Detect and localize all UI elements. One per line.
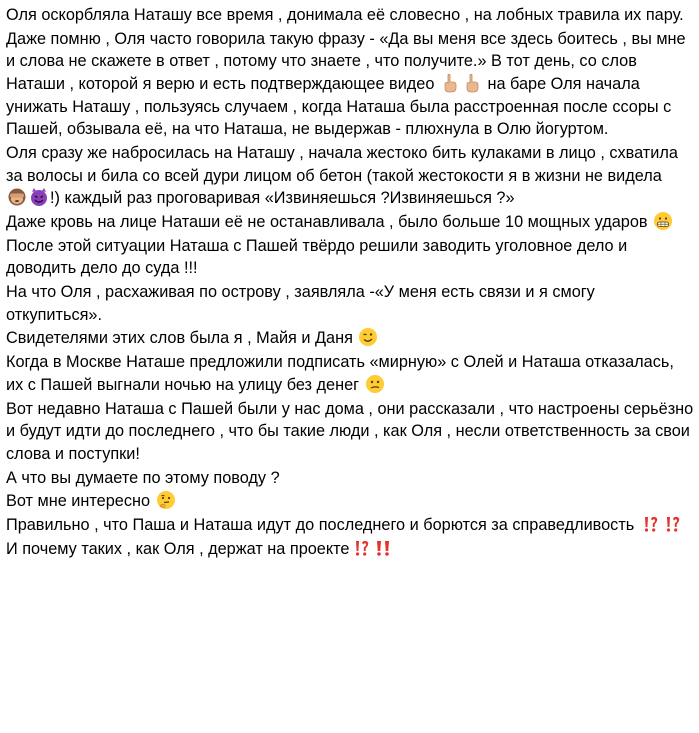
paragraph <box>6 490 694 513</box>
paragraph <box>6 538 694 561</box>
paragraph-text: Вот недавно Наташа с Пашей были у нас дома , они рассказали , что настроены серьёзно и будут идти до последнего , что бы такие люди , как Оля , несли ответственность за свои слова и поступки! <box>6 399 694 463</box>
paragraph-text: На что Оля , расхаживая по острову , заявляла -«У меня есть связи и я смогу откупиться». <box>6 283 595 324</box>
paragraph <box>6 514 694 537</box>
interrobang-icon <box>351 538 371 558</box>
paragraph-text: Когда в Москве Наташе предложили подписать «мирную» с Олей и Наташа отказалась, их с Пашей выгнали ночью на улицу без денег <box>6 353 674 394</box>
paragraph <box>6 327 694 350</box>
paragraph <box>6 398 694 466</box>
paragraph-text: А что вы думаете по этому поводу ? <box>6 468 280 487</box>
post-text <box>6 4 694 562</box>
paragraph-text: на баре Оля начала унижать Наташу , пользуясь случаем , когда Наташа была расстроенная после ссоры с Пашей, обзывала её, на что Наташа, не выдержав - плюхнула в Олю йогуртом. <box>6 74 672 139</box>
paragraph-text: Свидетелями этих слов была я , Майя и Даня <box>6 329 358 348</box>
paragraph-text: !) каждый раз проговаривая «Извиняешься ?Извиняешься ?» <box>50 189 515 208</box>
paragraph-text: Даже кровь на лице Наташи её не останавливала , было больше 10 мощных ударов <box>6 212 653 231</box>
paragraph-text: Вот мне интересно <box>6 492 155 511</box>
confused-face-icon <box>365 374 385 394</box>
winking-face-icon <box>358 327 378 347</box>
paragraph-text: Даже помню , Оля часто говорила такую фразу - «Да вы меня все здесь боитесь , вы мне и слова не скажете в ответ , потому что знаете , что получите.» В тот день, со слов Наташи , которой я верю и есть подтверждающее видео <box>6 29 686 93</box>
paragraph <box>6 351 694 396</box>
double-exclamation-icon <box>373 538 393 558</box>
paragraph <box>6 211 694 234</box>
paragraph <box>6 281 694 326</box>
thinking-face-icon <box>156 490 176 510</box>
paragraph <box>6 4 694 27</box>
paragraph-text: Оля оскорбляла Наташу все время , донимала её словесно , на лобных травила их пару. <box>6 6 684 24</box>
finger-up-icon <box>440 73 460 93</box>
finger-up-icon <box>462 73 482 93</box>
see-no-evil-monkey-icon <box>7 187 27 207</box>
grimacing-face-icon <box>653 211 673 231</box>
paragraph <box>6 235 694 280</box>
paragraph-text: Оля сразу же набросилась на Наташу , начала жестоко бить кулаками в лицо , схватила за волосы и била со всей дури лицом об бетон (такой жестокости я в жизни не видела <box>6 143 678 185</box>
paragraph <box>6 467 694 490</box>
paragraph-text: И почему таких , как Оля , держат на проекте <box>6 539 350 558</box>
smiling-devil-icon <box>29 187 49 207</box>
interrobang-icon <box>640 514 660 534</box>
paragraph <box>6 142 694 210</box>
paragraph <box>6 28 694 141</box>
paragraph-text: Правильно , что Паша и Наташа идут до последнего и борются за справедливость <box>6 516 639 535</box>
interrobang-icon <box>662 514 682 534</box>
paragraph-text: После этой ситуации Наташа с Пашей твёрдо решили заводить уголовное дело и доводить дело до суда !!! <box>6 236 628 278</box>
